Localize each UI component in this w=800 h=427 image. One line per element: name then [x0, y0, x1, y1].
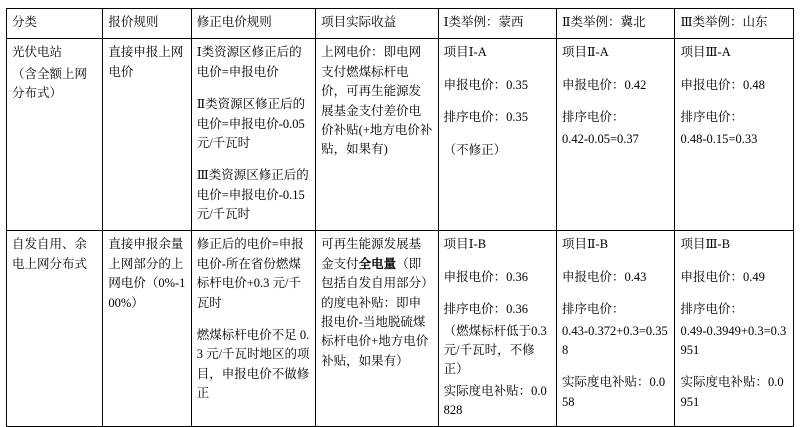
correction-rule-line: 燃煤标杆电价不足 0.3 元/千瓦时地区的项目，申报电价不做修正: [196, 327, 310, 400]
bid-rule-line: 直接申报余量上网部分的上网电价（0%-100%）: [108, 237, 186, 310]
example-sort-price-label: 排序电价：: [562, 302, 625, 317]
cell-correction-rule-pv-station: [191, 39, 315, 231]
example-sort-price: 排序电价：0.36: [443, 302, 528, 317]
category-line: 光伏电站: [12, 45, 63, 60]
correction-rule-line: 修正后的电价=申报电价-所在省份燃煤标杆电价+0.3 元/千瓦时: [196, 237, 304, 310]
example-title: 项目Ⅲ-B: [680, 237, 731, 252]
cell-bid-rule-self-consumption: [103, 231, 191, 427]
bid-rule-line: 直接申报上网电价: [108, 45, 184, 79]
example-sort-price-value: 0.43-0.372+0.3=0.358: [562, 323, 668, 357]
example-bid-price: 申报电价：0.36: [443, 269, 528, 284]
example-subsidy: 实际度电补贴：0.0828: [443, 383, 547, 417]
cell-actual-income-self-consumption: [316, 231, 438, 427]
header-cell-category: 分类: [7, 9, 103, 39]
header-cell-example-3: Ⅲ类举例：山东: [675, 9, 794, 39]
example-sort-price-value: 0.49-0.3949+0.3=0.3951: [680, 323, 787, 357]
header-cell-actual-income: 项目实际收益: [316, 9, 438, 39]
header-cell-bid-rule: 报价规则: [103, 9, 191, 39]
cell-actual-income-pv-station: [316, 39, 438, 231]
header-cell-correction-rule: 修正电价规则: [191, 9, 315, 39]
cell-correction-rule-self-consumption: [191, 231, 315, 427]
example-sort-price-value: 0.42-0.05=0.37: [562, 131, 639, 146]
example-note: （燃煤标杆低于0.3 元/千瓦时，不修正）: [443, 323, 547, 377]
example-bid-price: 申报电价：0.42: [562, 77, 647, 92]
category-line: 自发自用、余电上网分布式: [12, 237, 88, 271]
cell-example-2-pv-station: [557, 39, 675, 231]
header-cell-example-2: Ⅱ类举例：冀北: [557, 9, 675, 39]
correction-rule-line: Ⅱ类资源区修正后的电价=申报电价-0.05 元/千瓦时: [196, 97, 306, 150]
example-note: （不修正）: [443, 142, 507, 157]
pv-pricing-table: [6, 8, 794, 427]
example-sort-price: 排序电价：0.35: [443, 110, 528, 125]
example-sort-price-value: 0.48-0.15=0.33: [680, 131, 758, 146]
correction-rule-line: Ⅲ类资源区修正后的电价=申报电价-0.15 元/千瓦时: [196, 168, 309, 221]
example-title: 项目Ⅱ-B: [562, 237, 609, 252]
example-sort-price-label: 排序电价：: [680, 110, 743, 125]
example-sort-price-label: 排序电价：: [562, 110, 625, 125]
actual-income-text: [321, 235, 432, 371]
correction-rule-line: Ⅰ类资源区修正后的电价=申报电价: [196, 45, 302, 79]
actual-income-prefix: 可再生能源发展基金支付: [321, 237, 422, 271]
table-body: [7, 39, 794, 427]
actual-income-suffix: （即包括自发自用部分）的度电补贴：即申报电价-当地脱硫煤标杆电价+地方电价补贴，如果有）: [321, 256, 429, 368]
header-cell-example-1: Ⅰ类举例：蒙西: [438, 9, 556, 39]
example-title: 项目Ⅲ-A: [680, 45, 731, 60]
table-row: [7, 39, 794, 231]
example-title: 项目Ⅰ-B: [443, 237, 487, 252]
example-subsidy: 实际度电补贴：0.0951: [680, 375, 784, 409]
table-header: [7, 9, 794, 39]
actual-income-text: 上网电价：即电网支付燃煤标杆电价，可再生能源发展基金支付差价电价补贴(+地方电价补贴，如果有): [321, 45, 433, 157]
example-bid-price: 申报电价：0.35: [443, 77, 528, 92]
actual-income-emphasis: 全电量: [358, 256, 397, 271]
cell-example-1-self-consumption: [438, 231, 556, 427]
example-bid-price: 申报电价：0.43: [562, 269, 647, 284]
cell-example-2-self-consumption: [557, 231, 675, 427]
cell-category-self-consumption: [7, 231, 103, 427]
example-subsidy: 实际度电补贴：0.058: [562, 375, 666, 409]
category-line: （含全额上网分布式）: [12, 66, 88, 101]
example-title: 项目Ⅱ-A: [562, 45, 609, 60]
example-bid-price: 申报电价：0.49: [680, 269, 765, 284]
example-title: 项目Ⅰ-A: [443, 45, 487, 60]
example-bid-price: 申报电价：0.48: [680, 77, 765, 92]
header-row: [7, 9, 794, 39]
cell-example-3-pv-station: [675, 39, 794, 231]
example-sort-price-label: 排序电价：: [680, 302, 743, 317]
table-row: [7, 231, 794, 427]
cell-category-pv-station: [7, 39, 103, 231]
cell-example-1-pv-station: [438, 39, 556, 231]
cell-example-3-self-consumption: [675, 231, 794, 427]
cell-bid-rule-pv-station: [103, 39, 191, 231]
